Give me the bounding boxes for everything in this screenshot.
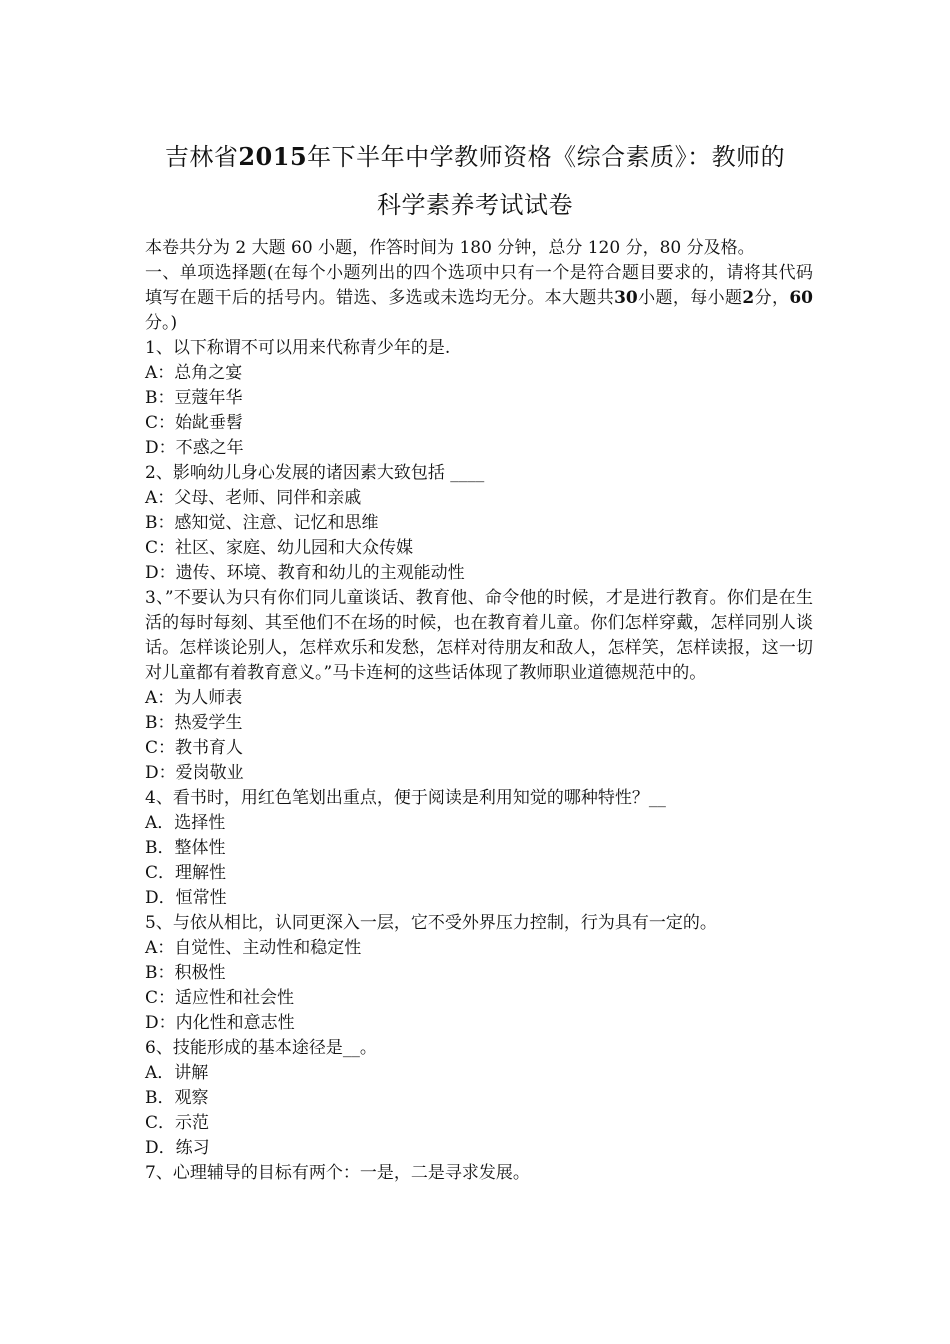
question-option: B：豆蔻年华 (145, 388, 243, 408)
section-points-each: 2 (742, 288, 755, 308)
question-option: C：社区、家庭、幼儿园和大众传媒 (145, 538, 414, 558)
section-heading (145, 261, 813, 336)
question-option: D：遗传、环境、教育和幼儿的主观能动性 (145, 563, 465, 583)
question-option: D：内化性和意志性 (145, 1013, 295, 1033)
question-option: A：父母、老师、同伴和亲戚 (145, 488, 362, 508)
question-option: A：自觉性、主动性和稳定性 (145, 938, 362, 958)
document-body (145, 236, 813, 1186)
question-option: B．整体性 (145, 838, 226, 858)
question-option: C．理解性 (145, 863, 227, 883)
section-text-d: 分。) (145, 313, 178, 333)
question-option: A．选择性 (145, 813, 226, 833)
title-part-2: 年下半年中学教师资格《综合素质》：教师的 (307, 143, 786, 171)
document-title-line-1 (100, 142, 850, 172)
question-option: A：总角之宴 (145, 363, 243, 383)
question-option: C．示范 (145, 1113, 210, 1133)
question-stem: 1、以下称谓不可以用来代称青少年的是. (145, 338, 451, 358)
section-points-total: 60 (789, 288, 814, 308)
document-title-line-2: 科学素养考试试卷 (377, 191, 573, 219)
section-text-b: 小题，每小题 (637, 288, 743, 308)
question-option: A．讲解 (145, 1063, 209, 1083)
question-stem: 3、”不要认为只有你们同儿童谈话、教育他、命令他的时候，才是进行教育。你们是在生活的每时每刻、其至他们不在场的时候，也在教育着儿童。你们怎样穿戴，怎样同别人谈话。怎样谈论别人，怎样欢乐和发愁，怎样对待朋友和敌人，怎样笑，怎样读报，这一切对儿童都有着教育意义。”马卡连柯的这些话体现了教师职业道德规范中的。 (145, 588, 813, 683)
title-year: 2015 (238, 142, 308, 171)
question-option: D．练习 (145, 1138, 210, 1158)
section-text-a: 一、单项选择题(在每个小题列出的四个选项中只有一个是符合题目要求的，请将其代码填写在题干后的括号内。错选、多选或未选均无分。本大题共 (145, 263, 813, 308)
question-option: D．恒常性 (145, 888, 227, 908)
question-option: B．观察 (145, 1088, 209, 1108)
section-text-c: 分， (754, 288, 790, 308)
section-question-count: 30 (614, 288, 638, 308)
question-option: C：教书育人 (145, 738, 244, 758)
title-part-1: 吉林省 (164, 143, 239, 171)
question-stem: 7、心理辅导的目标有两个：一是，二是寻求发展。 (145, 1163, 530, 1183)
question-option: D：不惑之年 (145, 438, 244, 458)
question-option: B：积极性 (145, 963, 226, 983)
question-option: D：爱岗敬业 (145, 763, 244, 783)
question-option: C：适应性和社会性 (145, 988, 295, 1008)
question-option: C：始龀垂髫 (145, 413, 244, 433)
question-stem: 2、影响幼儿身心发展的诸因素大致包括 ____ (145, 463, 485, 483)
question-option: B：感知觉、注意、记忆和思维 (145, 513, 379, 533)
question-option: A：为人师表 (145, 688, 243, 708)
exam-intro: 本卷共分为 2 大题 60 小题，作答时间为 180 分钟，总分 120 分，80 分及格。 (145, 238, 755, 258)
question-option: B：热爱学生 (145, 713, 243, 733)
question-stem: 5、与依从相比，认同更深入一层，它不受外界压力控制，行为具有一定的。 (145, 913, 717, 933)
question-stem: 6、技能形成的基本途径是__。 (145, 1038, 377, 1058)
question-stem: 4、看书时，用红色笔划出重点，便于阅读是利用知觉的哪种特性？__ (145, 788, 666, 808)
